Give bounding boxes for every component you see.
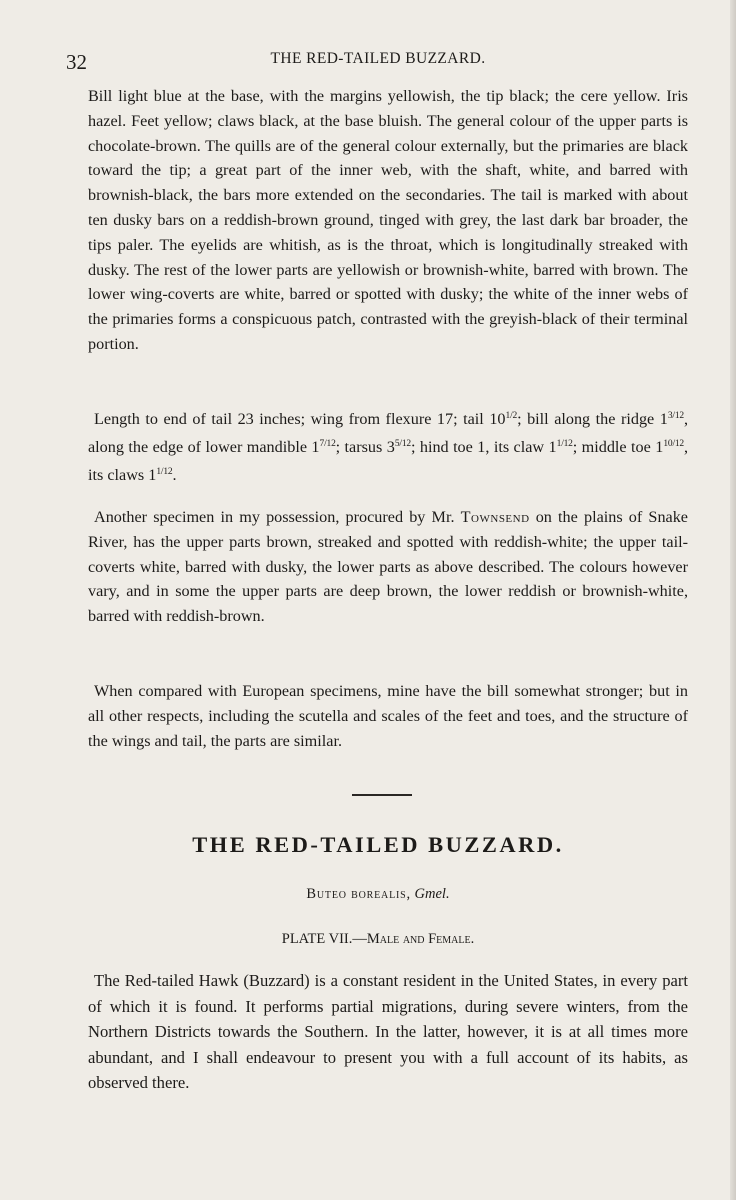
fraction: 1/2 xyxy=(505,411,518,421)
description-paragraph xyxy=(88,84,688,357)
fraction: 10/12 xyxy=(663,438,684,449)
intro-paragraph xyxy=(88,968,688,1096)
intro-text: The Red-tailed Hawk (Buzzard) is a constant resident in the United States, in every part of which it is found. It performs partial migrations, during severe winters, from the Northern Districts towards the Southern. In the latter, however, it is at all times more abundant, and I shall endeavour to present you with a full account of its habits, as observed there. xyxy=(88,971,688,1092)
fraction: 1/12 xyxy=(556,438,573,449)
fraction: 5/12 xyxy=(394,438,411,449)
section-title: THE RED-TAILED BUZZARD. xyxy=(192,832,564,857)
page-edge xyxy=(730,0,736,1200)
fraction: 7/12 xyxy=(319,438,336,449)
comparison-text: When compared with European specimens, mine have the bill somewhat stronger; but in all other respects, including the scutella and scales of the feet and toes, and the structure of the wings and tail, the parts are similar. xyxy=(88,682,688,750)
fraction: 3/12 xyxy=(667,411,684,421)
collector-name: Townsend xyxy=(460,508,530,526)
measurements-paragraph xyxy=(88,407,688,490)
page-number: 32 xyxy=(66,50,87,74)
specimen-paragraph xyxy=(88,505,688,629)
page-header xyxy=(66,48,690,76)
species-name xyxy=(66,886,690,903)
description-text: Bill light blue at the base, with the margins yellowish, the tip black; the cere yellow. Iris hazel. Feet yellow; claws black, at the base bluish. The general colour of the upper parts is chocolate-brown. The quills are of the general colour externally, but the primaries are black toward the tip; a great part of the inner web, with the shaft, white, and barred with brownish-black, the bars more extended on the secondaries. The tail is marked with about ten dusky bars on a reddish-brown ground, tinged with grey, the last dark bar broader, the tips paler. The eyelids are whitish, as is the throat, which is longitudinally streaked with dusky. The rest of the lower parts are yellowish or brownish-white, barred with brown. The lower wing-coverts are white, barred or spotted with dusky; the white of the inner webs of the primaries forms a conspicuous patch, contrasted with the greyish-black of their terminal portion. xyxy=(88,87,688,353)
section-divider xyxy=(352,794,412,796)
plate-subject: —Male and Female. xyxy=(352,931,475,947)
comparison-paragraph xyxy=(88,679,688,753)
plate-number: PLATE VII. xyxy=(281,931,353,947)
authority: Gmel. xyxy=(414,886,450,902)
specimen-text: Another specimen in my possession, procured by Mr. Townsend on the plains of Snake River, has the upper parts brown, streaked and spotted with reddish-white; the upper tail-coverts white, barred with dusky, the lower parts as above described. The colours however vary, and in some the upper parts are deep brown, the lower reddish or brownish-white, barred with reddish-brown. xyxy=(88,508,688,626)
latin-name: Buteo borealis, xyxy=(306,886,411,902)
measurements-text: Length to end of tail 23 inches; wing from flexure 17; tail $10^{1/2}$; bill along the ridge $1^{3/12}$, along the edge of lower mandible $1^{7/12}$; tarsus $3^{5/12}$; hind toe 1, its claw $1^{1/12}$; middle toe $1^{10/12}$, its claws $1^{1/12}$. xyxy=(88,410,689,484)
plate-caption xyxy=(66,931,690,948)
fraction: 1/12 xyxy=(156,466,173,477)
running-title: THE RED-TAILED BUZZARD. xyxy=(270,50,486,67)
